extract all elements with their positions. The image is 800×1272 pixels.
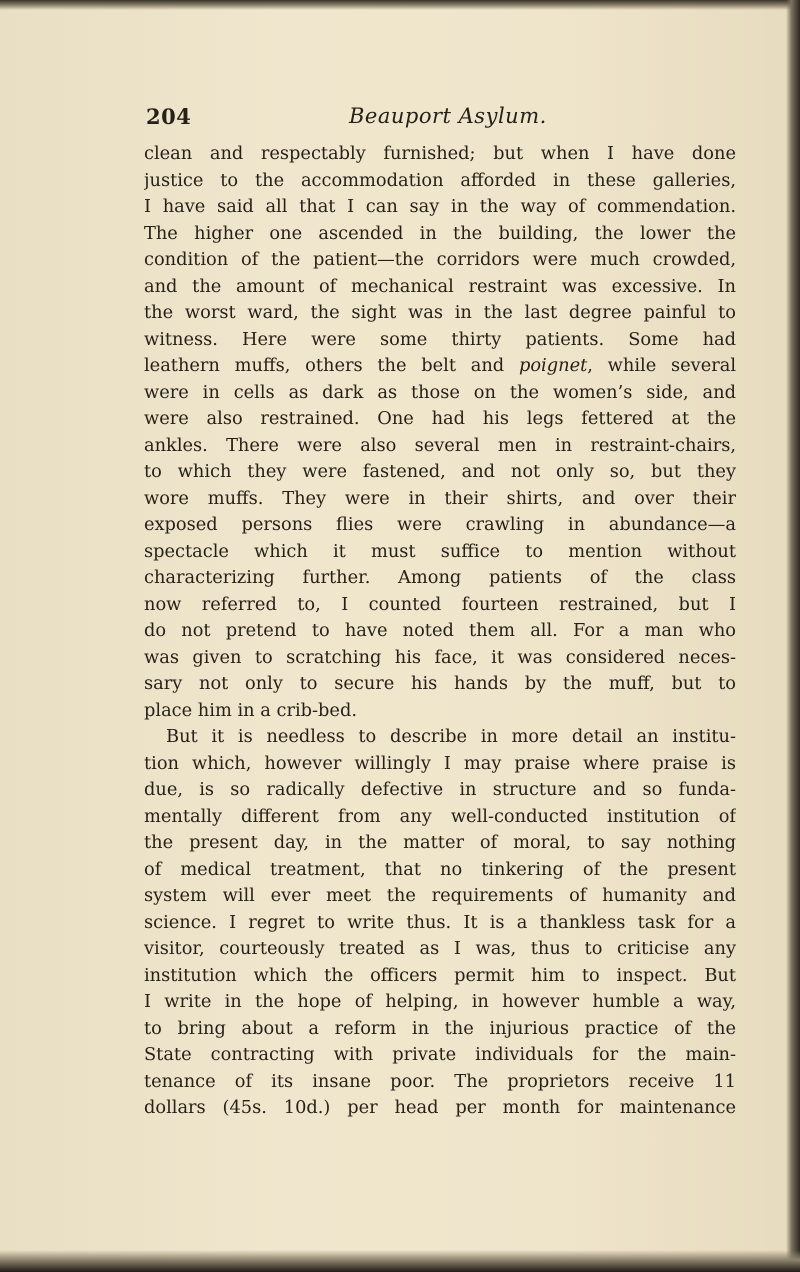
italic-word: poignet (518, 355, 588, 376)
body-text (144, 141, 736, 1122)
text-line: was given to scratching his face, it was considered neces- (144, 646, 736, 668)
text-line: spectacle which it must suffice to mention without (144, 540, 736, 562)
text-line: do not pretend to have noted them all. For a man who (144, 620, 736, 641)
text-line: witness. Here were some thirty patients. Some had (144, 328, 736, 350)
text-line: tenance of its insane poor. The proprietors receive 11 (144, 1070, 736, 1092)
text-line: to which they were fastened, and not only so, but they (144, 461, 736, 482)
text-line: tion which, however willingly I may praise where praise is (144, 752, 736, 774)
text-line: ankles. There were also several men in restraint-chairs, (144, 434, 736, 456)
text-line: State contracting with private individuals for the main- (144, 1044, 736, 1065)
page-bottom-edge (0, 1250, 800, 1272)
text-line: visitor, courteously treated as I was, thus to criticise any (144, 938, 736, 959)
text-line: sary not only to secure his hands by the muff, but to (144, 673, 736, 694)
text-line: the worst ward, the sight was in the last degree painful to (144, 302, 736, 323)
page-header (146, 104, 746, 134)
text-line: the present day, in the matter of moral, to say nothing (144, 832, 736, 853)
text-line: were in cells as dark as those on the women’s side, and (144, 381, 736, 403)
running-title: Beauport Asylum. (349, 104, 547, 128)
text-line: clean and respectably furnished; but when I have done (144, 143, 736, 164)
text-line: The higher one ascended in the building, the lower the (144, 222, 736, 244)
text-line: place him in a crib-bed. (144, 699, 357, 721)
text-line: condition of the patient—the corridors were much crowded, (144, 249, 736, 270)
text-line: and the amount of mechanical restraint was excessive. In (144, 275, 736, 297)
text-line: dollars (45s. 10d.) per head per month for maintenance (144, 1097, 736, 1118)
page-right-edge (786, 0, 800, 1272)
text-line: were also restrained. One had his legs fettered at the (144, 408, 736, 429)
text-line: science. I regret to write thus. It is a thankless task for a (144, 911, 736, 933)
text-line: of medical treatment, that no tinkering of the present (144, 858, 736, 880)
text-line: wore muffs. They were in their shirts, and over their (144, 487, 736, 509)
text-line: now referred to, I counted fourteen restrained, but I (144, 593, 736, 615)
text-line: to bring about a reform in the injurious practice of the (144, 1017, 736, 1039)
text-line: justice to the accommodation afforded in these galleries, (144, 169, 736, 191)
page-top-edge (0, 0, 800, 10)
text-line: But it is needless to describe in more detail an institu- (166, 726, 736, 747)
text-line: I have said all that I can say in the way of commendation. (144, 196, 736, 217)
text-line: system will ever meet the requirements of humanity and (144, 885, 736, 906)
text-line: exposed persons flies were crawling in abundance—a (144, 514, 736, 535)
text-line: due, is so radically defective in structure and so funda- (144, 779, 736, 800)
text-line: institution which the officers permit him to inspect. But (144, 964, 736, 986)
text-line: characterizing further. Among patients of the class (144, 567, 736, 588)
text-line: I write in the hope of helping, in however humble a way, (144, 991, 736, 1012)
text-line: mentally different from any well-conducted institution of (144, 805, 736, 827)
text-line: leathern muffs, others the belt and poignet, while several (144, 355, 736, 376)
page-number: 204 (146, 104, 192, 129)
